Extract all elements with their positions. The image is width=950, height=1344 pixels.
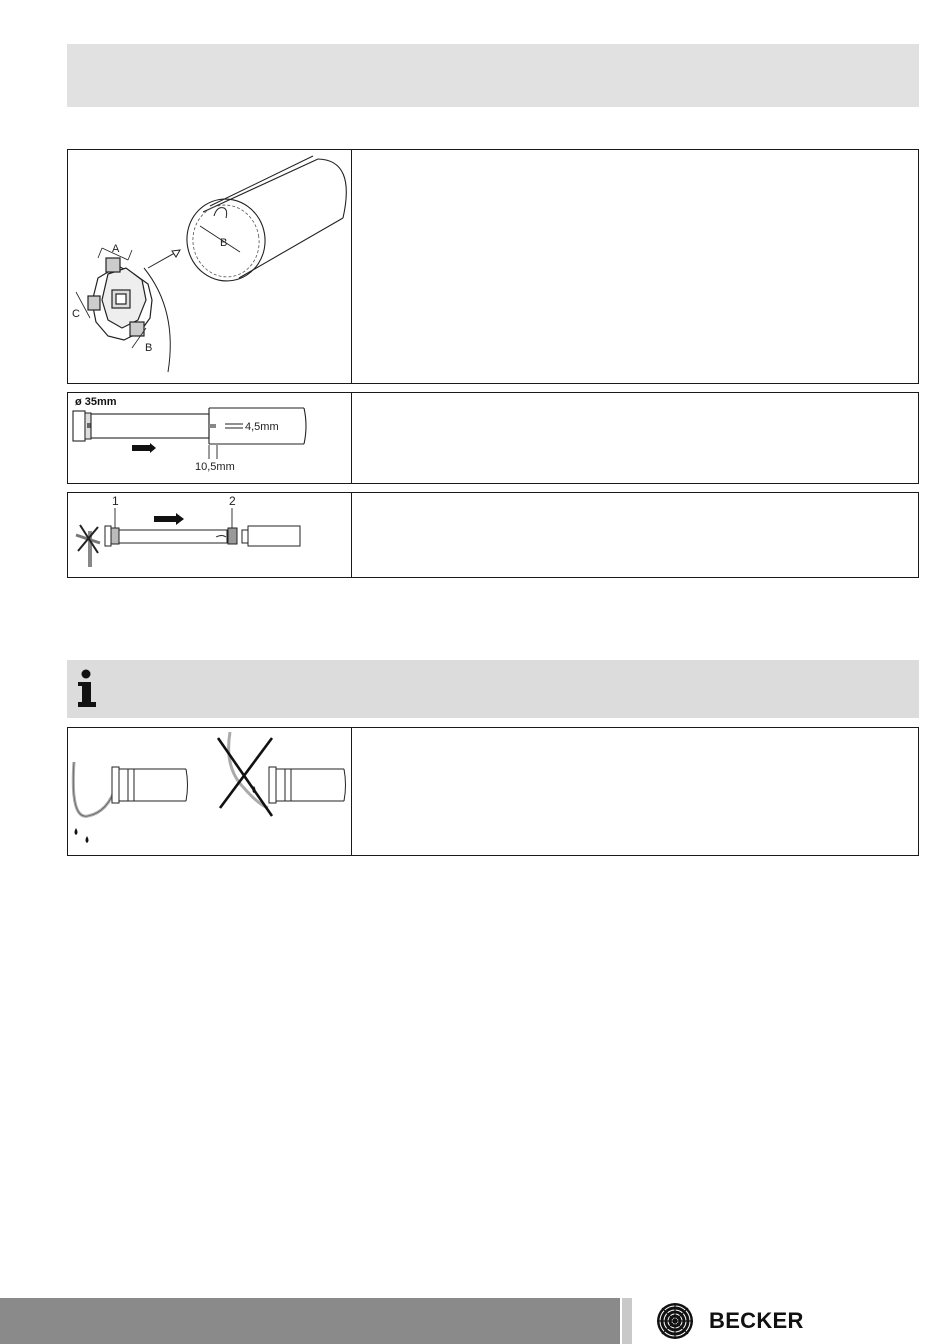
info-note-band <box>67 660 919 718</box>
figure-cable-routing <box>68 728 352 855</box>
instruction-text-area <box>352 150 918 383</box>
marker-2: 2 <box>229 494 236 508</box>
instruction-text-area <box>352 493 918 577</box>
label-a: A <box>112 243 120 255</box>
section-header-band <box>67 44 919 107</box>
marker-1: 1 <box>112 494 119 508</box>
label-c: C <box>72 308 80 320</box>
becker-logo-icon <box>655 1301 695 1341</box>
brand-name: BECKER <box>709 1308 804 1333</box>
figure-adapter-tube <box>68 150 352 383</box>
footer-separator <box>622 1298 632 1344</box>
label-b-tube: B <box>220 237 228 249</box>
instruction-text-area <box>352 728 918 855</box>
figure-assembly <box>68 493 352 577</box>
dim-length-label: 10,5mm <box>195 461 235 473</box>
instruction-text-area <box>352 393 918 483</box>
label-b-adapter: B <box>145 342 153 354</box>
dim-width-label: 4,5mm <box>245 421 279 433</box>
figure-insert-depth <box>68 393 352 483</box>
instruction-box-insert-depth <box>67 392 919 484</box>
diameter-label: ø 35mm <box>75 396 117 408</box>
info-icon <box>73 665 103 715</box>
instruction-box-assembly <box>67 492 919 578</box>
instruction-box-adapter <box>67 149 919 384</box>
footer-bar <box>0 1298 620 1344</box>
instruction-box-cable-routing <box>67 727 919 856</box>
